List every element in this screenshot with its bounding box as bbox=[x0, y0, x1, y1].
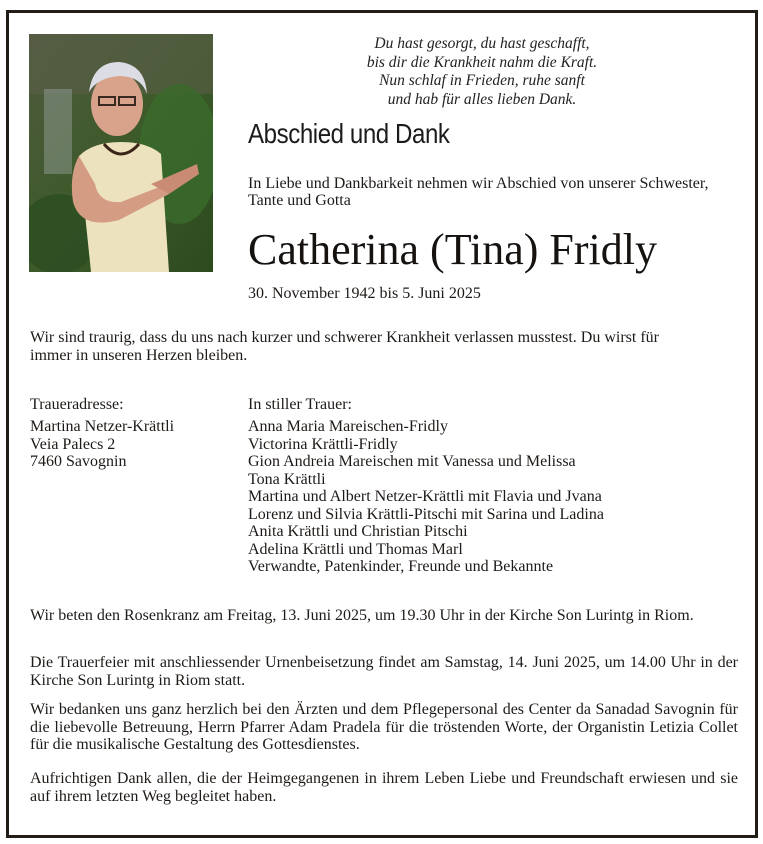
rosary-paragraph: Wir beten den Rosenkranz am Freitag, 13. Juni 2025, um 19.30 Uhr in der Kirche Son Lurintg in Riom. bbox=[30, 607, 694, 624]
life-dates: 30. November 1942 bis 5. Juni 2025 bbox=[248, 285, 481, 302]
mourners-label: In stiller Trauer: bbox=[248, 396, 352, 413]
mourners-list bbox=[248, 418, 604, 576]
mourner: Adelina Krättli und Thomas Marl bbox=[248, 540, 463, 558]
verse-line: Nun schlaf in Frieden, ruhe sanft bbox=[379, 72, 585, 89]
mourner: Anna Maria Mareischen-Fridly bbox=[248, 418, 448, 435]
address-line: Martina Netzer-Krättli bbox=[30, 418, 175, 435]
mourner: Lorenz und Silvia Krättli-Pitschi mit Sarina und Ladina bbox=[248, 505, 604, 523]
address-line: 7460 Savognin bbox=[30, 453, 127, 470]
funeral-paragraph: Die Trauerfeier mit anschliessender Urnenbeisetzung findet am Samstag, 14. Juni 2025, um 14.00 Uhr in der Kirche Son Lurintg in Riom statt. bbox=[30, 654, 738, 689]
intro-text: In Liebe und Dankbarkeit nehmen wir Abschied von unserer Schwester, Tante und Gotta bbox=[248, 175, 709, 209]
mourner: Anita Krättli und Christian Pitschi bbox=[248, 523, 468, 540]
verse bbox=[296, 35, 668, 109]
deceased-name: Catherina (Tina) Fridly bbox=[248, 225, 657, 274]
mourner: Tona Krättli bbox=[248, 470, 326, 488]
portrait-photo bbox=[29, 34, 213, 272]
thanks-paragraph: Wir bedanken uns ganz herzlich bei den Ärzten und dem Pflegepersonal des Center da Sanadad Savognin für die liebevolle Betreuung, Herrn Pfarrer Adam Pradela für die tröstenden Worte, der Organistin Letizia Collet für die musikalische Gestaltung des Gottesdienstes. bbox=[30, 701, 738, 753]
verse-line: bis dir die Krankheit nahm die Kraft. bbox=[366, 53, 598, 71]
mourner: Martina und Albert Netzer-Krättli mit Flavia und Jvana bbox=[248, 488, 602, 505]
mourner: Gion Andreia Mareischen mit Vanessa und Melissa bbox=[248, 453, 576, 470]
verse-line: und hab für alles lieben Dank. bbox=[387, 90, 577, 108]
mourning-address bbox=[30, 418, 174, 471]
address-line: Veia Palecs 2 bbox=[30, 435, 116, 453]
gratitude-paragraph: Aufrichtigen Dank allen, die der Heimgegangenen in ihrem Leben Liebe und Freundschaft erwiesen und sie auf ihrem letzten Weg begleitet haben. bbox=[30, 770, 738, 805]
mourning-address-label: Traueradresse: bbox=[30, 396, 124, 413]
verse-line: Du hast gesorgt, du hast geschafft, bbox=[374, 35, 590, 52]
mourner: Victorina Krättli-Fridly bbox=[248, 435, 398, 453]
headline: Abschied und Dank bbox=[248, 118, 450, 149]
sorrow-text: Wir sind traurig, dass du uns nach kurzer und schwerer Krankheit verlassen musstest. Du wirst für immer in unseren Herzen bleiben. bbox=[30, 329, 659, 364]
portrait-image bbox=[29, 34, 213, 272]
mourner: Verwandte, Patenkinder, Freunde und Bekannte bbox=[248, 558, 554, 575]
